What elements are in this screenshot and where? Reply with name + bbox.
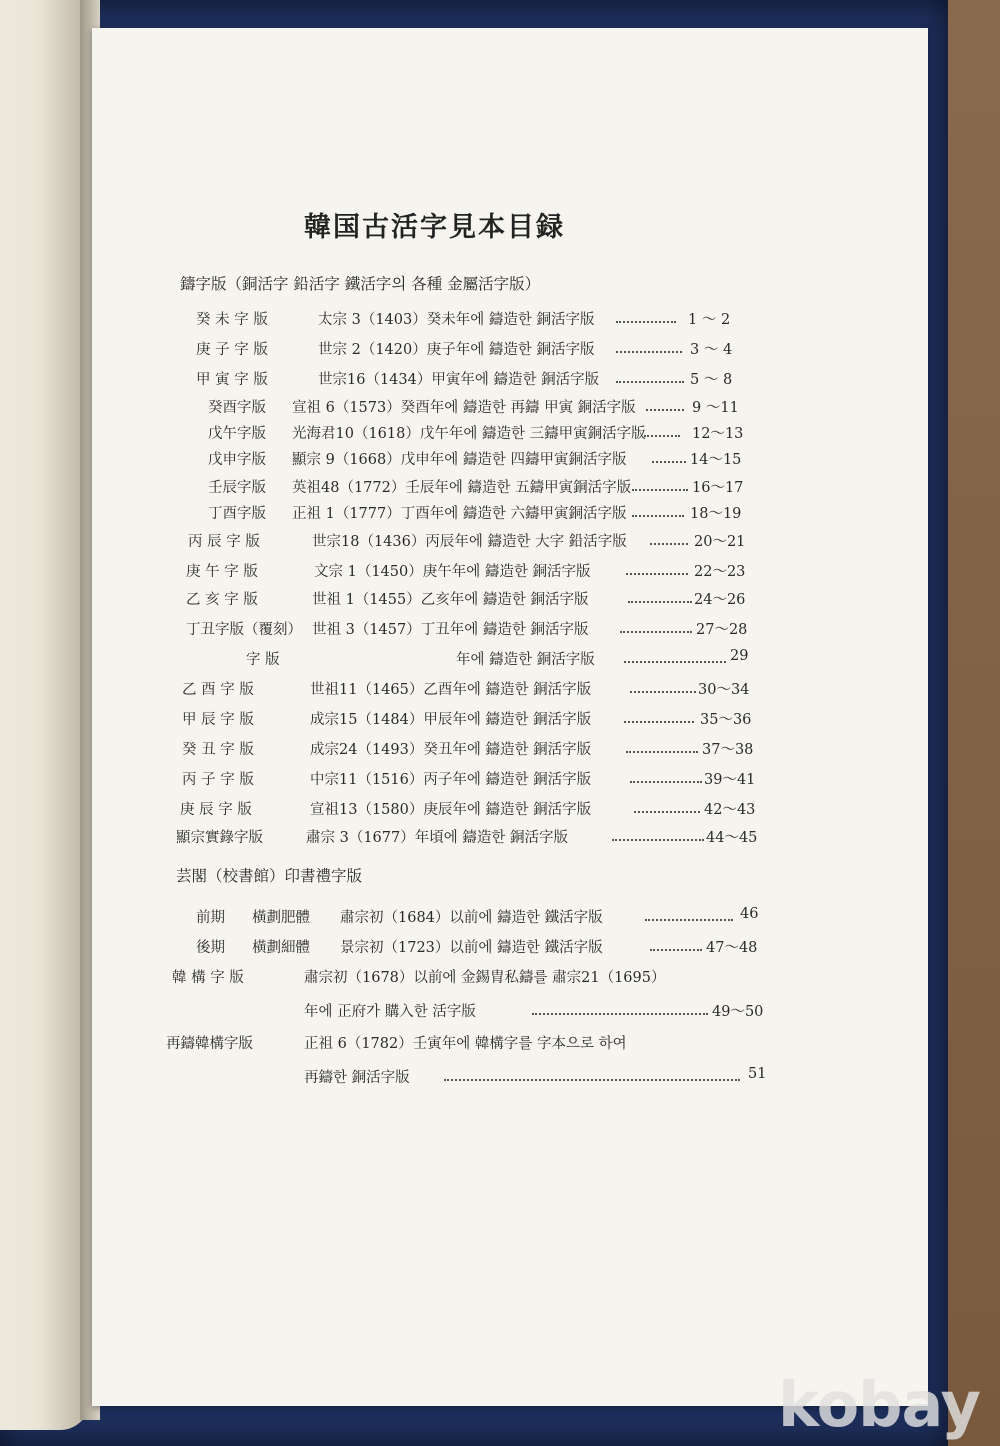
entry-pages: 24～26 (694, 592, 746, 608)
leader-dots (624, 660, 726, 663)
leader-dots (616, 380, 684, 383)
entry-name: 戊午字版 (208, 426, 266, 442)
leader-dots (630, 780, 702, 783)
leader-dots (650, 542, 688, 545)
leader-dots (616, 320, 676, 323)
leader-dots (620, 630, 692, 633)
leader-dots (634, 810, 700, 813)
entry-name: 再鑄韓構字版 (166, 1036, 253, 1052)
page-title: 韓国古活字見本目録 (304, 212, 565, 243)
entry-desc: 肅宗 3（1677）年頃에 鑄造한 銅活字版 (306, 830, 568, 846)
leader-dots (532, 1012, 708, 1015)
leader-dots (626, 572, 688, 575)
section-heading: 鑄字版（銅活字 鉛活字 鐵活字의 各種 金屬活字版） (180, 275, 541, 293)
entry-desc: 景宗初（1723）以前에 鑄造한 鐵活字版 (340, 940, 603, 956)
entry-pages: 46 (740, 906, 759, 922)
entry-desc: 年에 鑄造한 銅活字版 (456, 652, 595, 668)
leader-dots (632, 514, 684, 517)
entry-pages: 35～36 (700, 712, 752, 728)
entry-desc: 英祖48（1772）壬辰年에 鑄造한 五鑄甲寅銅活字版 (292, 480, 632, 496)
entry-pages: 16～17 (692, 480, 744, 496)
leader-dots (630, 690, 696, 693)
entry-pages: 44～45 (706, 830, 758, 846)
watermark-logo: kobay (778, 1368, 980, 1441)
entry-pages: 22～23 (694, 564, 746, 580)
entry-desc: 文宗 1（1450）庚午年에 鑄造한 銅活字版 (314, 564, 591, 580)
leader-dots (444, 1078, 740, 1081)
entry-desc-line2: 年에 正府가 購入한 活字版 (304, 1004, 476, 1020)
entry-desc: 中宗11（1516）丙子年에 鑄造한 銅活字版 (310, 772, 592, 788)
entry-desc: 世祖 3（1457）丁丑年에 鑄造한 銅活字版 (312, 622, 589, 638)
leader-dots (626, 750, 698, 753)
entry-name: 庚 午 字 版 (186, 564, 258, 580)
entry-name: 丙 子 字 版 (182, 772, 254, 788)
entry-desc: 肅宗初（1684）以前에 鑄造한 鐵活字版 (340, 910, 603, 926)
entry-desc: 世祖11（1465）乙酉年에 鑄造한 銅活字版 (310, 682, 592, 698)
entry-pages: 30～34 (698, 682, 750, 698)
entry-desc: 世宗16（1434）甲寅年에 鑄造한 銅活字版 (318, 372, 600, 388)
entry-pages: 27～28 (696, 622, 748, 638)
entry-name: 字 版 (246, 652, 280, 668)
leader-dots (644, 434, 680, 437)
entry-desc: 世宗 2（1420）庚子年에 鑄造한 銅活字版 (318, 342, 595, 358)
entry-pages: 49～50 (712, 1004, 764, 1020)
entry-desc-line2: 再鑄한 銅活字版 (304, 1070, 410, 1086)
entry-pages: 3 ～ 4 (690, 342, 733, 358)
entry-desc-line1: 正祖 6（1782）壬寅年에 韓構字를 字本으로 하여 (304, 1036, 627, 1052)
leader-dots (624, 720, 694, 723)
entry-desc: 世祖 1（1455）乙亥年에 鑄造한 銅活字版 (312, 592, 589, 608)
entry-desc: 光海君10（1618）戊午年에 鑄造한 三鑄甲寅銅活字版 (292, 426, 646, 442)
entry-name: 戊申字版 (208, 452, 266, 468)
entry-name: 甲 辰 字 版 (182, 712, 254, 728)
entry-desc: 宣祖13（1580）庚辰年에 鑄造한 銅活字版 (310, 802, 592, 818)
entry-name: 顯宗實錄字版 (176, 830, 263, 846)
entry-name: 壬辰字版 (208, 480, 266, 496)
entry-pages: 47～48 (706, 940, 758, 956)
entry-desc: 正祖 1（1777）丁酉年에 鑄造한 六鑄甲寅銅活字版 (292, 506, 627, 522)
leader-dots (612, 838, 704, 841)
entry-name: 庚 子 字 版 (196, 342, 268, 358)
entry-pages: 29 (730, 648, 749, 664)
leader-dots (650, 948, 702, 951)
entry-name: 癸 丑 字 版 (182, 742, 254, 758)
entry-style: 橫劃肥體 (252, 910, 310, 926)
entry-pages: 12～13 (692, 426, 744, 442)
entry-pages: 18～19 (690, 506, 742, 522)
entry-desc: 成宗15（1484）甲辰年에 鑄造한 銅活字版 (310, 712, 592, 728)
entry-pages: 51 (748, 1066, 767, 1082)
entry-name: 丁丑字版（覆刻） (186, 622, 302, 638)
entry-desc: 太宗 3（1403）癸未年에 鑄造한 銅活字版 (318, 312, 595, 328)
entry-name: 乙 酉 字 版 (182, 682, 254, 698)
entry-desc: 成宗24（1493）癸丑年에 鑄造한 銅活字版 (310, 742, 592, 758)
entry-name: 前期 (196, 910, 225, 926)
entry-name: 癸酉字版 (208, 400, 266, 416)
entry-name: 庚 辰 字 版 (180, 802, 252, 818)
entry-pages: 14～15 (690, 452, 742, 468)
leader-dots (646, 408, 684, 411)
entry-name: 乙 亥 字 版 (186, 592, 258, 608)
entry-name: 丁酉字版 (208, 506, 266, 522)
entry-desc: 宣祖 6（1573）癸酉年에 鑄造한 再鑄 甲寅 銅活字版 (292, 400, 636, 416)
entry-desc: 顯宗 9（1668）戊申年에 鑄造한 四鑄甲寅銅活字版 (292, 452, 627, 468)
entry-pages: 5 ～ 8 (690, 372, 733, 388)
leader-dots (652, 460, 686, 463)
entry-desc-line1: 肅宗初（1678）以前에 金錫胄私鑄를 肅宗21（1695） (304, 970, 666, 986)
leader-dots (628, 600, 692, 603)
entry-pages: 37～38 (702, 742, 754, 758)
entry-name: 後期 (196, 940, 225, 956)
leader-dots (645, 918, 733, 921)
unyak-heading: 芸閣（校書館）印書禮字版 (176, 867, 363, 885)
entry-name: 癸 未 字 版 (196, 312, 268, 328)
entry-pages: 42～43 (704, 802, 756, 818)
entry-pages: 9 ～11 (692, 400, 739, 416)
entry-style: 橫劃細體 (252, 940, 310, 956)
entry-pages: 20～21 (694, 534, 746, 550)
leader-dots (616, 350, 682, 353)
left-page-edge (0, 0, 90, 1430)
entry-pages: 1 ～ 2 (688, 312, 731, 328)
entry-name: 韓 構 字 版 (172, 970, 244, 986)
entry-desc: 世宗18（1436）丙辰年에 鑄造한 大字 鉛活字版 (312, 534, 627, 550)
entry-name: 甲 寅 字 版 (196, 372, 268, 388)
leader-dots (632, 488, 688, 491)
entry-name: 丙 辰 字 版 (188, 534, 260, 550)
entry-pages: 39～41 (704, 772, 756, 788)
